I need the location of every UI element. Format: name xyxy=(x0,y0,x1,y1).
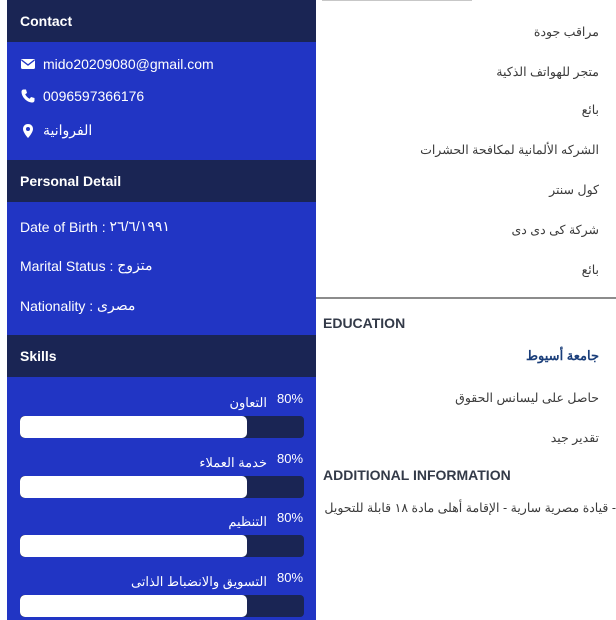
skill-percent: 80% xyxy=(277,391,304,406)
experience-item: مراقب جودة xyxy=(533,25,599,39)
nationality-value: مصرى xyxy=(97,297,136,313)
skill-item xyxy=(20,451,304,511)
skill-percent: 80% xyxy=(277,510,304,525)
contact-phone-row[interactable] xyxy=(20,88,144,104)
marital-value: متزوج xyxy=(117,257,153,273)
personal-section-header xyxy=(7,160,316,202)
marital-label: Marital Status : xyxy=(20,257,118,274)
education-heading: EDUCATION xyxy=(323,315,406,331)
skill-item xyxy=(20,570,304,620)
skill-bar-track xyxy=(20,535,304,557)
skill-percent: 80% xyxy=(277,570,304,585)
main-content xyxy=(316,0,616,620)
section-divider xyxy=(316,297,616,299)
skill-name: التسويق والانضباط الذاتى xyxy=(130,574,267,589)
nationality-row xyxy=(20,297,135,314)
experience-item: بائع xyxy=(581,103,599,117)
skill-bar-fill xyxy=(20,476,247,498)
skill-bar-fill xyxy=(20,535,247,557)
education-degree: حاصل على ليسانس الحقوق xyxy=(455,391,599,405)
contact-location: الفروانية xyxy=(43,122,93,138)
contact-section-header xyxy=(7,0,316,42)
education-university: جامعة أسيوط xyxy=(526,348,599,363)
phone-icon xyxy=(20,88,36,104)
additional-heading: ADDITIONAL INFORMATION xyxy=(323,467,511,483)
experience-item: الشركه الألمانية لمكافحة الحشرات xyxy=(420,143,599,157)
map-marker-icon xyxy=(20,123,36,139)
experience-item: بائع xyxy=(581,263,599,277)
personal-title: Personal Detail xyxy=(20,173,122,189)
education-grade: تقدير جيد xyxy=(550,431,599,445)
skill-name: التنظيم xyxy=(228,514,267,529)
additional-text: - قيادة مصرية سارية - الإقامة أهلى مادة ١٨ قابلة للتحويل xyxy=(324,501,616,515)
contact-email-row[interactable] xyxy=(20,56,214,72)
dob-value: ٢٦/٦/١٩٩١ xyxy=(109,218,170,234)
experience-item: متجر للهواتف الذكية xyxy=(496,65,599,79)
skill-bar-track xyxy=(20,416,304,438)
contact-title: Contact xyxy=(20,13,73,29)
skill-bar-fill xyxy=(20,595,247,617)
skills-section-header xyxy=(7,335,316,377)
experience-item: كول سنتر xyxy=(549,183,599,197)
dob-label: Date of Birth : xyxy=(20,218,110,235)
skill-bar-track xyxy=(20,476,304,498)
nationality-label: Nationality : xyxy=(20,297,98,314)
marital-row xyxy=(20,257,153,274)
experience-item: شركة كى دى دى xyxy=(511,223,599,237)
contact-email[interactable]: mido20209080@gmail.com xyxy=(43,56,214,72)
skill-percent: 80% xyxy=(277,451,304,466)
top-divider xyxy=(322,0,472,6)
sidebar xyxy=(7,0,316,620)
skill-bar-track xyxy=(20,595,304,617)
contact-phone[interactable]: 0096597366176 xyxy=(43,88,145,104)
skill-item xyxy=(20,510,304,570)
skill-name: التعاون xyxy=(229,395,267,410)
skill-bar-fill xyxy=(20,416,247,438)
dob-row xyxy=(20,218,170,235)
skill-name: خدمة العملاء xyxy=(199,455,267,470)
contact-location-row xyxy=(20,122,92,139)
skills-title: Skills xyxy=(20,348,57,364)
skill-item xyxy=(20,391,304,451)
envelope-icon xyxy=(20,56,36,72)
